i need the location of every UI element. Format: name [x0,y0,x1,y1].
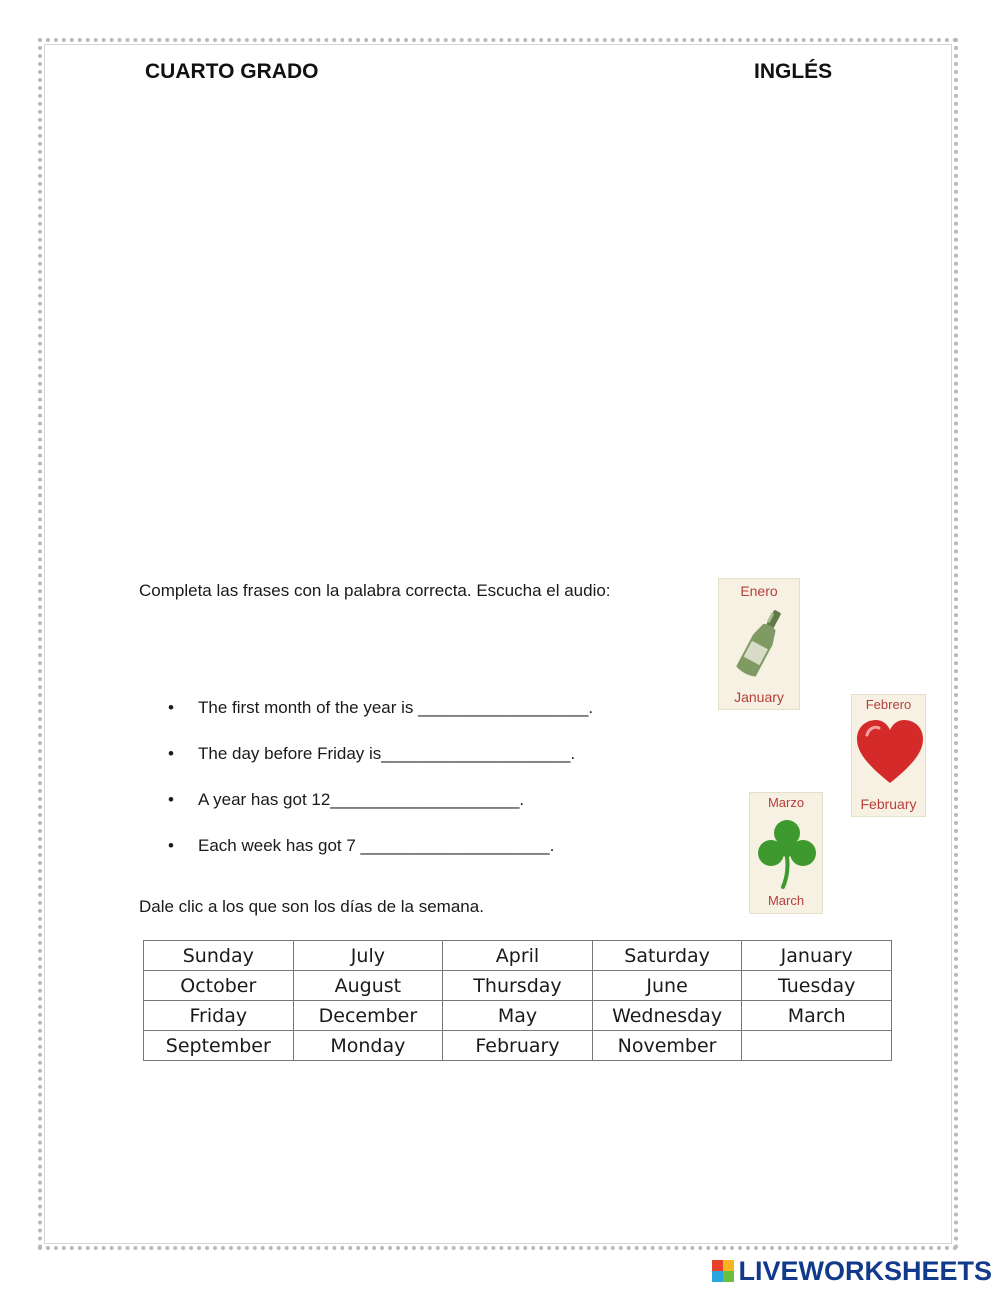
grid-cell[interactable]: November [592,1031,742,1061]
sentence-text: The day before Friday is____________________. [198,744,576,763]
bullet: • [168,790,174,809]
grid-cell[interactable]: December [293,1001,443,1031]
subject-title: INGLÉS [754,60,833,83]
grid-cell[interactable]: Saturday [592,941,742,971]
grid-cell[interactable]: March [742,1001,892,1031]
grid-cell[interactable]: January [742,941,892,971]
sentence-text: Each week has got 7 ____________________. [198,836,555,855]
january-card [718,578,800,710]
card-top-label: Marzo [767,795,805,810]
grid-row [144,1001,892,1031]
grid-cell[interactable]: April [443,941,593,971]
bottle-icon [731,605,789,681]
grid-cell-empty[interactable] [742,1031,892,1061]
grid-cell[interactable]: July [293,941,443,971]
grid-cell[interactable]: September [144,1031,294,1061]
march-card [749,792,823,914]
sentence-text: The first month of the year is __________________. [198,698,594,717]
grid-cell[interactable]: Wednesday [592,1001,742,1031]
grade-title: CUARTO GRADO [145,60,319,83]
sentence-item[interactable] [160,741,593,787]
grid-cell[interactable]: May [443,1001,593,1031]
card-bottom-label: February [860,796,917,812]
card-top-label: Enero [740,583,778,599]
brand-name: LIVEWORKSHEETS [738,1255,992,1286]
heart-icon [855,717,925,787]
instruction-complete: Completa las frases con la palabra correcta. Escucha el audio: [139,581,611,600]
grid-row [144,941,892,971]
february-card [851,694,926,817]
liveworksheets-brand [712,1256,992,1286]
bullet: • [168,698,174,717]
bullet: • [168,836,174,855]
card-bottom-label: March [767,893,805,908]
sentence-item[interactable] [160,787,593,833]
sentence-text: A year has got 12____________________. [198,790,525,809]
grid-cell[interactable]: February [443,1031,593,1061]
word-grid [143,940,892,1061]
grid-cell[interactable]: October [144,971,294,1001]
grid-cell[interactable]: August [293,971,443,1001]
shamrock-icon [755,817,819,889]
instruction-days: Dale clic a los que son los días de la semana. [139,897,484,916]
sentence-item[interactable] [160,833,593,879]
bullet: • [168,744,174,763]
page-border-inner [44,44,952,1244]
card-bottom-label: January [734,689,784,705]
grid-cell[interactable]: June [592,971,742,1001]
grid-row [144,1031,892,1061]
grid-cell[interactable]: Monday [293,1031,443,1061]
sentence-item[interactable] [160,695,593,741]
grid-cell[interactable]: Thursday [443,971,593,1001]
sentence-list [160,695,593,879]
grid-cell[interactable]: Friday [144,1001,294,1031]
grid-cell[interactable]: Tuesday [742,971,892,1001]
grid-cell[interactable]: Sunday [144,941,294,971]
liveworksheets-logo-icon [712,1260,734,1282]
grid-row [144,971,892,1001]
card-top-label: Febrero [865,697,912,712]
